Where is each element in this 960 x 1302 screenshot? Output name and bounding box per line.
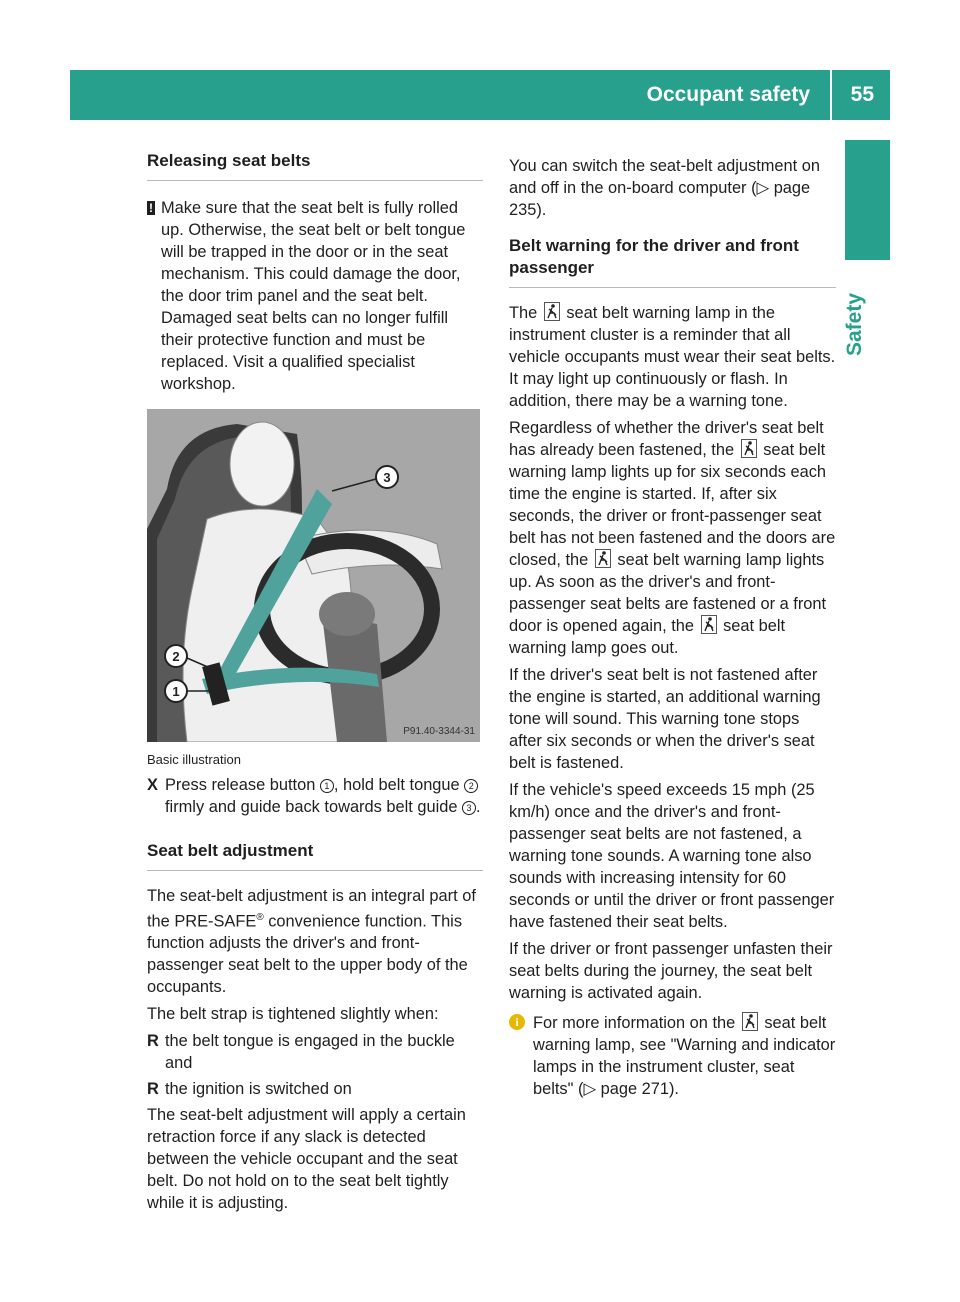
paragraph: If the vehicle's speed exceeds 15 mph (25 km/h) once and the driver's and front-passenger seat belts are not fastened, a warning tone sounds. A warning tone also sounds with increasing intensity for 60 seconds or until the driver or front passenger have fastened their seat belts. xyxy=(509,781,835,931)
paragraph: You can switch the seat-belt adjustment on and off in the on-board computer (▷ page 235). xyxy=(509,157,821,219)
callout-3-ref: 3 xyxy=(462,801,476,815)
seat-belt-warning-icon xyxy=(742,1012,758,1031)
heading-seat-belt-adjustment: Seat belt adjustment xyxy=(147,840,483,871)
info-text: seat belt warning lamp, see "Warning and indicator lamps in the instrument cluster, seat belts" (▷ page 271). xyxy=(533,1014,836,1098)
callout-1: 1 xyxy=(172,684,180,699)
step-marker: X xyxy=(147,776,158,794)
warning-note xyxy=(147,197,483,395)
left-column xyxy=(147,150,483,1219)
side-tab-label: Safety xyxy=(843,292,866,356)
paragraph-text: seat belt warning lamp lights up for six seconds each time the engine is started. If, after six seconds, the driver or front-passenger seat belt has not been fastened and the doors are closed, the xyxy=(509,441,836,569)
info-icon: i xyxy=(509,1014,525,1030)
seat-belt-warning-icon xyxy=(595,549,611,568)
seat-belt-warning-icon xyxy=(701,615,717,634)
bullet-marker: R xyxy=(147,1080,159,1099)
paragraph: The belt strap is tightened slightly when: xyxy=(147,1005,439,1024)
step-text: , hold belt tongue xyxy=(333,776,465,794)
instruction-step xyxy=(147,774,483,818)
info-text: For more information on the xyxy=(533,1014,740,1032)
step-text: . xyxy=(476,798,481,816)
paragraph-text: convenience function. This function adjusts the driver's and front-passenger seat belt to the upper body of the occupants. xyxy=(147,912,468,997)
seat-belt-illustration xyxy=(147,409,480,742)
side-tab xyxy=(839,266,869,356)
info-note xyxy=(509,1012,836,1100)
heading-belt-warning: Belt warning for the driver and front passenger xyxy=(509,235,836,288)
warning-text: Make sure that the seat belt is fully rolled up. Otherwise, the seat belt or belt tongue will be trapped in the door or in the seat mechanism. This could damage the door, the door trim panel and the seat belt. Damaged seat belts can no longer fulfill their protective function and must be replaced. Visit a qualified specialist workshop. xyxy=(161,199,466,393)
paragraph xyxy=(147,885,483,998)
page-header xyxy=(70,70,890,120)
seat-belt-warning-icon xyxy=(741,439,757,458)
paragraph-text: The xyxy=(509,304,542,322)
header-divider xyxy=(830,70,832,120)
paragraph: The seat-belt adjustment will apply a certain retraction force if any slack is detected between the vehicle occupant and the seat belt. Do not hold on to the seat belt tightly while it is adjusting. xyxy=(147,1106,466,1213)
paragraph-text: seat belt warning lamp in the instrument cluster is a reminder that all vehicle occupants must wear their seat belts. It may light up continuously or flash. In addition, there may be a warning tone. xyxy=(509,304,836,410)
paragraph-text: The seat-belt adjustment is an integral part of the PRE-SAFE xyxy=(147,887,476,931)
paragraph xyxy=(509,417,836,659)
list-item-text: the ignition is switched on xyxy=(165,1080,352,1099)
registered-mark: ® xyxy=(256,912,264,923)
page-number: 55 xyxy=(850,83,874,106)
callout-2: 2 xyxy=(172,649,180,664)
heading-releasing-seat-belts: Releasing seat belts xyxy=(147,150,483,181)
callout-2-ref: 2 xyxy=(464,779,478,793)
side-tab-block xyxy=(845,140,890,260)
paragraph-text: Regardless of whether the driver's seat belt has already been fastened, the xyxy=(509,419,824,459)
seat-belt-warning-icon xyxy=(544,302,560,321)
list-item-text: the belt tongue is engaged in the buckle and xyxy=(165,1032,455,1073)
step-text: firmly and guide back towards belt guide xyxy=(165,798,463,816)
list-item xyxy=(147,1078,483,1100)
paragraph-text: seat belt warning lamp goes out. xyxy=(509,617,786,657)
callout-1-ref: 1 xyxy=(320,779,334,793)
bullet-marker: R xyxy=(147,1032,159,1051)
paragraph: If the driver or front passenger unfasten their seat belts during the journey, the seat belt warning is activated again. xyxy=(509,940,833,1002)
section-title: Occupant safety xyxy=(646,83,810,106)
figure-code: P91.40-3344-31 xyxy=(403,726,475,737)
figure-caption: Basic illustration xyxy=(147,752,241,767)
right-column xyxy=(509,155,836,1100)
warning-icon: ! xyxy=(149,201,153,215)
step-text: Press release button xyxy=(165,776,320,794)
paragraph-text: seat belt warning lamp lights up. As soon as the driver's and front-passenger seat belts are fastened or a front door is opened again, the xyxy=(509,551,827,635)
illustration-svg xyxy=(147,409,480,742)
paragraph: If the driver's seat belt is not fastened after the engine is started, an additional warning tone will sound. This warning tone stops after six seconds or when the driver's seat belt is fastened. xyxy=(509,666,821,772)
callout-3: 3 xyxy=(383,470,391,485)
list-item xyxy=(147,1030,483,1074)
paragraph xyxy=(509,302,836,412)
